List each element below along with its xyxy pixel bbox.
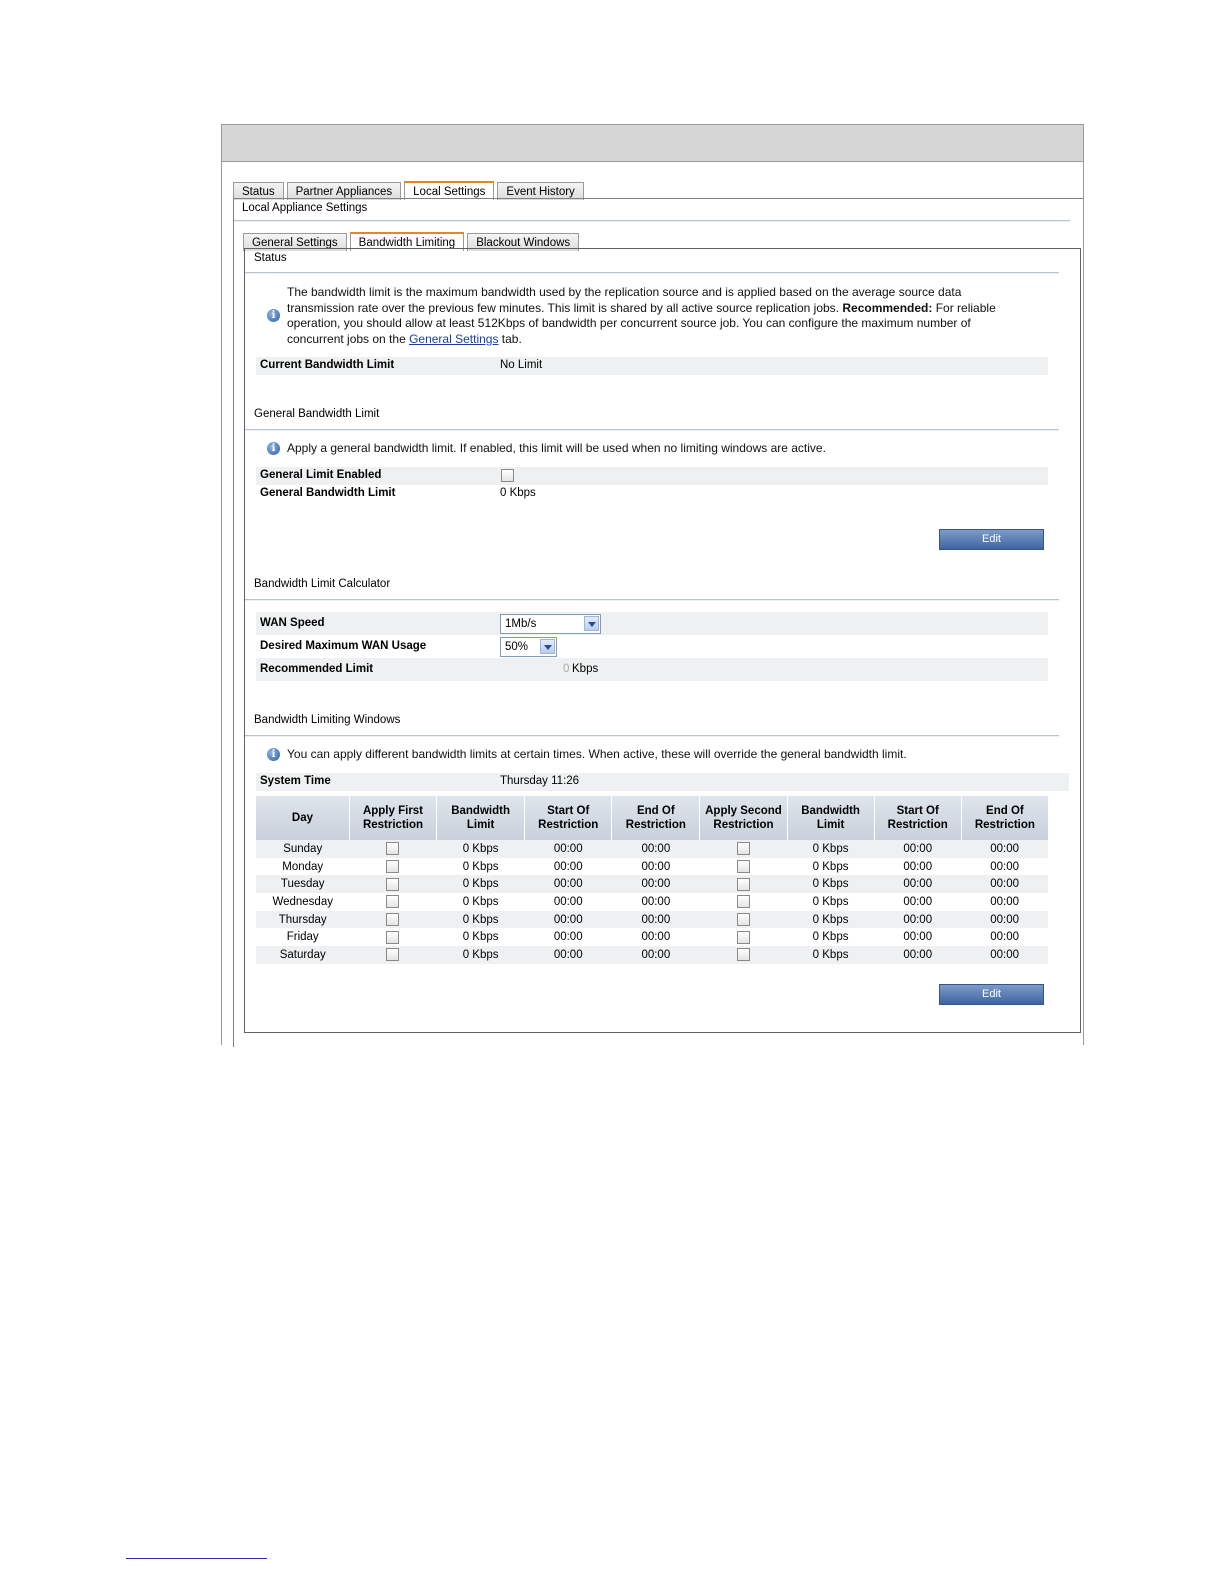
bandwidth-cell: 0 Kbps: [787, 840, 874, 858]
general-limit-row: [256, 485, 1048, 503]
start-cell: 00:00: [525, 911, 612, 929]
recommended-limit-number: 0: [563, 663, 570, 675]
table-row: [256, 840, 1048, 858]
second-restriction-cell: [700, 928, 787, 946]
wan-usage-row: [256, 635, 1048, 658]
day-cell: Wednesday: [256, 893, 349, 911]
apply-first-checkbox[interactable]: [386, 895, 399, 908]
end-cell: 00:00: [612, 858, 700, 876]
info-icon: i: [267, 442, 280, 455]
bandwidth-cell: 0 Kbps: [787, 858, 874, 876]
general-enabled-label: General Limit Enabled: [260, 469, 382, 481]
col-apply-first: Apply First Restriction: [349, 796, 436, 840]
apply-first-checkbox[interactable]: [386, 842, 399, 855]
second-restriction-cell: [700, 911, 787, 929]
bandwidth-cell: 0 Kbps: [787, 928, 874, 946]
first-restriction-cell: [349, 893, 436, 911]
end-cell: 00:00: [612, 893, 700, 911]
footnote-divider: [126, 1558, 267, 1559]
day-cell: Tuesday: [256, 875, 349, 893]
wan-speed-label: WAN Speed: [260, 617, 325, 629]
status-info-bold: Recommended:: [842, 300, 933, 315]
end-cell: 00:00: [612, 911, 700, 929]
col-bandwidth-limit-2: Bandwidth Limit: [787, 796, 874, 840]
wan-speed-select[interactable]: [500, 614, 601, 634]
bandwidth-cell: 0 Kbps: [437, 893, 525, 911]
windows-section-title: Bandwidth Limiting Windows: [254, 714, 401, 726]
col-bandwidth-limit-1: Bandwidth Limit: [437, 796, 525, 840]
current-limit-label: Current Bandwidth Limit: [260, 359, 395, 371]
windows-info-text: You can apply different bandwidth limits at certain times. When active, these will override the general bandwidth limit.: [287, 747, 907, 761]
tab-status[interactable]: Status: [233, 182, 284, 200]
end-cell: 00:00: [961, 858, 1048, 876]
col-start-1: Start Of Restriction: [525, 796, 612, 840]
apply-second-checkbox[interactable]: [737, 948, 750, 961]
second-restriction-cell: [700, 946, 787, 964]
bandwidth-cell: 0 Kbps: [787, 946, 874, 964]
second-restriction-cell: [700, 858, 787, 876]
apply-first-checkbox[interactable]: [386, 878, 399, 891]
general-edit-button[interactable]: Edit: [939, 529, 1044, 550]
bandwidth-cell: 0 Kbps: [437, 858, 525, 876]
info-icon: i: [267, 309, 280, 322]
apply-first-checkbox[interactable]: [386, 860, 399, 873]
apply-first-checkbox[interactable]: [386, 948, 399, 961]
status-info-part: The bandwidth limit is the maximum bandwidth used by the replication source and is applied based on the average source data transmission rate over the previous few minutes. This limit is shared by all active source replication jobs.: [287, 285, 962, 315]
status-section-title: Status: [254, 252, 287, 264]
first-restriction-cell: [349, 928, 436, 946]
apply-first-checkbox[interactable]: [386, 931, 399, 944]
windows-edit-button[interactable]: Edit: [939, 984, 1044, 1005]
divider: [245, 599, 1059, 601]
day-cell: Thursday: [256, 911, 349, 929]
start-cell: 00:00: [525, 946, 612, 964]
start-cell: 00:00: [874, 875, 961, 893]
current-limit-value: No Limit: [500, 359, 543, 371]
wan-speed-row: [256, 612, 1048, 635]
end-cell: 00:00: [961, 946, 1048, 964]
bandwidth-cell: 0 Kbps: [437, 840, 525, 858]
general-enabled-checkbox[interactable]: [501, 469, 514, 482]
table-row: [256, 893, 1048, 911]
day-cell: Sunday: [256, 840, 349, 858]
start-cell: 00:00: [525, 875, 612, 893]
system-time-row: [256, 773, 1069, 791]
table-row: [256, 911, 1048, 929]
col-day: Day: [256, 796, 349, 840]
day-cell: Friday: [256, 928, 349, 946]
general-info-text: Apply a general bandwidth limit. If enabled, this limit will be used when no limiting windows are active.: [287, 441, 826, 455]
first-restriction-cell: [349, 840, 436, 858]
divider: [245, 735, 1059, 737]
table-row: [256, 928, 1048, 946]
window-header: [222, 125, 1083, 162]
general-section-title: General Bandwidth Limit: [254, 408, 380, 420]
tab-blackout-windows[interactable]: Blackout Windows: [467, 233, 579, 251]
end-cell: 00:00: [961, 911, 1048, 929]
start-cell: 00:00: [525, 840, 612, 858]
day-cell: Saturday: [256, 946, 349, 964]
start-cell: 00:00: [874, 893, 961, 911]
end-cell: 00:00: [612, 875, 700, 893]
apply-second-checkbox[interactable]: [737, 878, 750, 891]
tab-local-settings[interactable]: Local Settings: [404, 181, 494, 200]
wan-usage-select[interactable]: [500, 637, 557, 657]
divider: [245, 272, 1059, 274]
recommended-limit-unit: Kbps: [572, 663, 599, 675]
table-header-row: [256, 796, 1048, 840]
apply-second-checkbox[interactable]: [737, 895, 750, 908]
start-cell: 00:00: [874, 840, 961, 858]
end-cell: 00:00: [612, 946, 700, 964]
tab-general-settings[interactable]: General Settings: [243, 233, 347, 251]
status-info-text: [287, 285, 1022, 347]
second-restriction-cell: [700, 875, 787, 893]
second-restriction-cell: [700, 893, 787, 911]
bandwidth-cell: 0 Kbps: [437, 946, 525, 964]
end-cell: 00:00: [961, 840, 1048, 858]
bandwidth-cell: 0 Kbps: [437, 911, 525, 929]
apply-first-checkbox[interactable]: [386, 913, 399, 926]
bandwidth-limiting-panel: [244, 248, 1081, 1033]
end-cell: 00:00: [961, 893, 1048, 911]
chevron-down-icon[interactable]: [540, 639, 555, 654]
apply-second-checkbox[interactable]: [737, 842, 750, 855]
local-settings-title: Local Appliance Settings: [242, 202, 368, 214]
general-settings-link[interactable]: General Settings: [409, 331, 499, 346]
start-cell: 00:00: [874, 911, 961, 929]
status-info-part: tab.: [498, 331, 522, 346]
system-time-label: System Time: [260, 775, 331, 787]
start-cell: 00:00: [874, 858, 961, 876]
first-restriction-cell: [349, 858, 436, 876]
first-restriction-cell: [349, 875, 436, 893]
restrictions-table: [256, 796, 1048, 964]
recommended-limit-label: Recommended Limit: [260, 663, 374, 675]
apply-second-checkbox[interactable]: [737, 860, 750, 873]
end-cell: 00:00: [961, 928, 1048, 946]
table-row: [256, 875, 1048, 893]
col-end-1: End Of Restriction: [612, 796, 700, 840]
tab-partner-appliances[interactable]: Partner Appliances: [287, 182, 402, 200]
first-restriction-cell: [349, 946, 436, 964]
end-cell: 00:00: [612, 928, 700, 946]
second-restriction-cell: [700, 840, 787, 858]
general-limit-label: General Bandwidth Limit: [260, 487, 396, 499]
info-icon: i: [267, 748, 280, 761]
bandwidth-cell: 0 Kbps: [787, 893, 874, 911]
bandwidth-cell: 0 Kbps: [437, 875, 525, 893]
recommended-limit-row: [256, 658, 1048, 681]
end-cell: 00:00: [612, 840, 700, 858]
apply-second-checkbox[interactable]: [737, 913, 750, 926]
apply-second-checkbox[interactable]: [737, 931, 750, 944]
restrictions-body: [256, 840, 1048, 964]
bandwidth-cell: 0 Kbps: [787, 875, 874, 893]
tab-bandwidth-limiting[interactable]: Bandwidth Limiting: [350, 232, 465, 251]
col-start-2: Start Of Restriction: [874, 796, 961, 840]
day-cell: Monday: [256, 858, 349, 876]
general-limit-value: 0 Kbps: [500, 487, 536, 499]
general-enabled-row: [256, 467, 1048, 485]
status-info-part: For reliable operation, you should allow at least 512Kbps of bandwidth per concurrent source job. You can configure the maximum number of concurrent jobs on the: [287, 300, 996, 346]
system-time-value: Thursday 11:26: [500, 775, 580, 787]
start-cell: 00:00: [525, 928, 612, 946]
table-row: [256, 946, 1048, 964]
table-row: [256, 858, 1048, 876]
col-end-2: End Of Restriction: [961, 796, 1048, 840]
end-cell: 00:00: [961, 875, 1048, 893]
start-cell: 00:00: [874, 928, 961, 946]
chevron-down-icon[interactable]: [584, 616, 599, 631]
wan-speed-value: 1Mb/s: [505, 618, 537, 630]
wan-usage-value: 50%: [505, 641, 529, 653]
divider: [234, 220, 1070, 222]
app-frame: [221, 124, 1084, 1045]
current-limit-row: [256, 357, 1048, 375]
wan-usage-label: Desired Maximum WAN Usage: [260, 640, 427, 652]
bandwidth-cell: 0 Kbps: [437, 928, 525, 946]
col-apply-second: Apply Second Restriction: [700, 796, 787, 840]
tab-event-history[interactable]: Event History: [497, 182, 583, 200]
start-cell: 00:00: [525, 858, 612, 876]
divider: [245, 429, 1059, 431]
bandwidth-cell: 0 Kbps: [787, 911, 874, 929]
first-restriction-cell: [349, 911, 436, 929]
calculator-section-title: Bandwidth Limit Calculator: [254, 578, 391, 590]
start-cell: 00:00: [874, 946, 961, 964]
start-cell: 00:00: [525, 893, 612, 911]
